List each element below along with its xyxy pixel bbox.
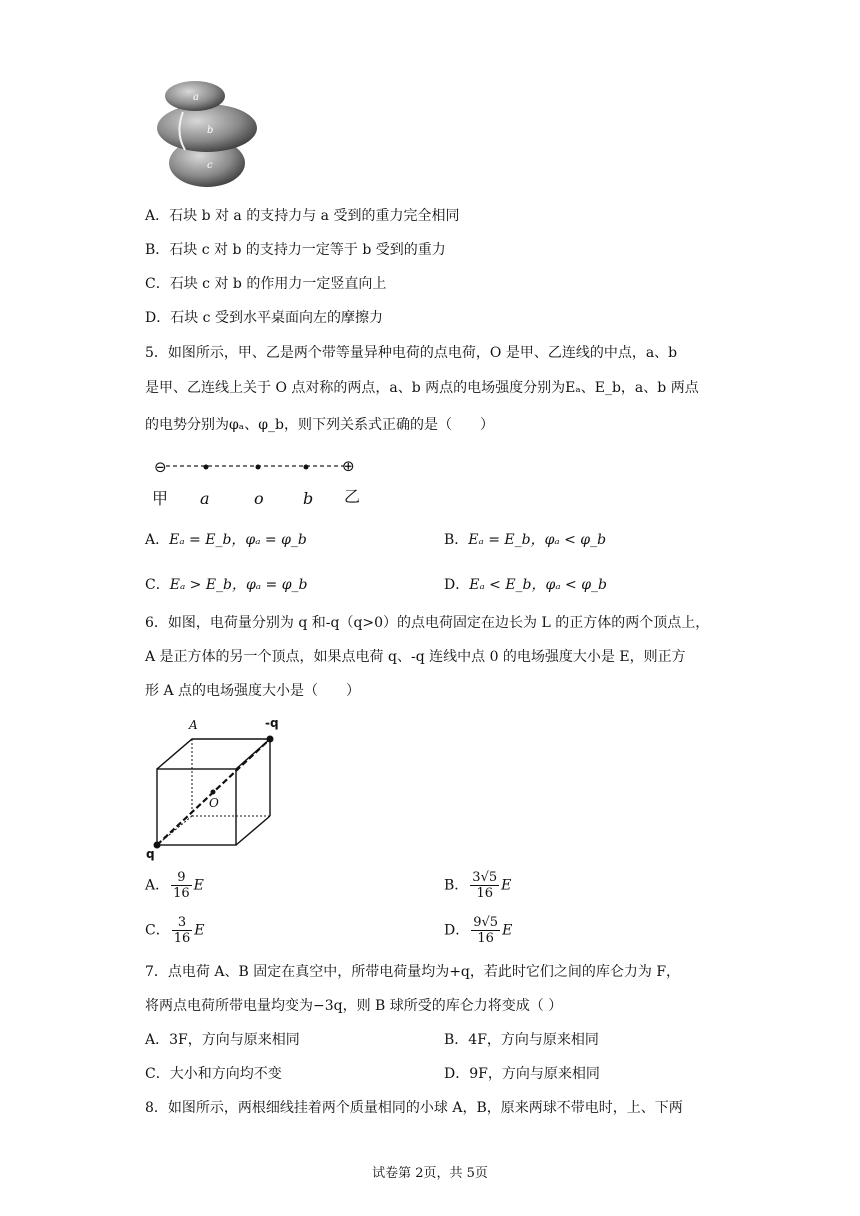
option-fraction [172,915,193,946]
q6-option-b [444,870,511,901]
q4-option-c [145,274,386,294]
option-letter: B． [145,242,170,258]
option-letter: D． [444,577,470,593]
option-text: 4F，方向与原来相同 [468,1032,599,1048]
option-tail: E [193,877,204,894]
stone-label-c: c [207,160,213,171]
option-fraction [471,915,500,946]
point-a-dot [204,465,209,470]
fraction-denominator: 16 [173,931,191,946]
option-letter: D． [444,922,470,939]
fraction-denominator: 16 [477,931,494,946]
fraction-numerator: 9 [171,870,192,886]
midpoint-o-dot [211,790,216,795]
option-tail: E [502,922,513,939]
label-negq: -q [265,716,279,730]
option-text: 3F，方向与原来相同 [169,1032,300,1048]
fraction-denominator: 16 [173,886,190,901]
q6-option-d [444,915,512,946]
option-letter: B． [444,877,469,894]
option-letter: B． [444,1032,469,1048]
q5-option-d [444,575,607,595]
option-text: Eₐ > E_b，φₐ = φ_b [169,577,308,593]
option-text: 大小和方向均不变 [169,1066,282,1082]
option-text: 石块 c 对 b 的支持力一定等于 b 受到的重力 [169,242,446,258]
option-fraction [171,870,192,901]
option-letter: C． [145,922,170,939]
fraction-numerator: 3 [172,915,193,931]
fraction-numerator: 9√5 [473,915,499,930]
option-letter: A． [145,208,170,224]
option-fraction [470,870,499,901]
label-a: a [200,489,210,508]
stones-figure [155,78,260,190]
cube-top-edges [157,739,270,769]
label-o: o [254,489,264,508]
q6-option-a [145,870,204,901]
plus-charge-icon: ⊕ [342,457,355,475]
q7-stem-line1: 7．点电荷 A、B 固定在真空中，所带电荷量均为+q，若此时它们之间的库仑力为 F， [145,964,681,980]
option-letter: A． [145,877,170,894]
q5-option-c [145,575,307,595]
option-letter: C． [145,577,170,593]
option-text: 石块 c 受到水平桌面向左的摩擦力 [170,310,383,326]
cube-hidden-diagonal [157,816,192,845]
q4-option-b [145,240,446,260]
option-text: 石块 c 对 b 的作用力一定竖直向上 [169,276,387,292]
option-letter: C． [145,276,170,292]
option-letter: D． [145,310,171,326]
option-letter: A． [145,1032,170,1048]
label-O: O [209,796,219,810]
option-tail: E [501,877,512,894]
option-text: 石块 b 对 a 的支持力与 a 受到的重力完全相同 [169,208,460,224]
q5-option-b [444,530,606,550]
fraction-denominator: 16 [476,886,493,901]
point-b-dot [304,465,309,470]
page-footer: 试卷第 2页，共 5页 [372,1166,488,1181]
option-letter: A． [145,532,170,548]
option-tail: E [194,922,205,939]
q5-stem-line2: 是甲、乙连线上关于 O 点对称的两点，a、b 两点的电场强度分别为Eₐ、E_b，a、b 两点 [145,380,699,396]
q5-stem-line3: 的电势分别为φₐ、φ_b，则下列关系式正确的是（ ） [145,417,494,433]
q6-stem-line1: 6．如图，电荷量分别为 q 和-q（q>0）的点电荷固定在边长为 L 的正方体的两个顶点上， [145,615,710,631]
q7-option-d [444,1064,600,1084]
stone-label-a: a [193,92,199,103]
label-yi: 乙 [344,487,361,506]
q5-charges-figure [148,452,370,512]
minus-charge-icon: ⊖ [154,458,167,476]
fraction-numerator: 3√5 [472,870,498,885]
q7-stem-line2: 将两点电荷所带电量均变为−3q，则 B 球所受的库仑力将变成（ ） [145,998,563,1014]
option-letter: D． [444,1066,470,1082]
q6-cube-figure [140,712,290,862]
q6-stem-line3: 形 A 点的电场强度大小是（ ） [145,683,361,699]
stone-label-b: b [207,125,214,136]
option-letter: B． [444,532,469,548]
charge-negq-dot [267,736,274,743]
q6-stem-line2: A 是正方体的另一个顶点，如果点电荷 q、-q 连线中点 0 的电场强度大小是 E，则正方 [145,649,686,665]
q5-option-a [145,530,307,550]
q6-option-c [145,915,205,946]
option-letter: C． [145,1066,170,1082]
q8-stem-line1: 8．如图所示，两根细线挂着两个质量相同的小球 A，B，原来两球不带电时，上、下两 [145,1100,683,1116]
cube-bottom-right-edge [236,816,270,845]
q7-option-a [145,1030,300,1050]
label-jia: 甲 [152,489,169,508]
label-q: q [146,847,155,861]
label-A: A [189,718,198,732]
option-text: 9F，方向与原来相同 [469,1066,600,1082]
option-text: Eₐ = E_b，φₐ < φ_b [468,532,607,548]
point-o-dot [256,465,261,470]
label-b: b [303,489,314,508]
option-text: Eₐ < E_b，φₐ < φ_b [469,577,607,593]
q5-stem-line1: 5．如图所示，甲、乙是两个带等量异种电荷的点电荷，O 是甲、乙连线的中点，a、b [145,345,678,361]
q4-option-d [145,308,383,328]
q7-option-c [145,1064,282,1084]
q4-option-a [145,206,459,226]
option-text: Eₐ = E_b，φₐ = φ_b [169,532,307,548]
q7-option-b [444,1030,599,1050]
